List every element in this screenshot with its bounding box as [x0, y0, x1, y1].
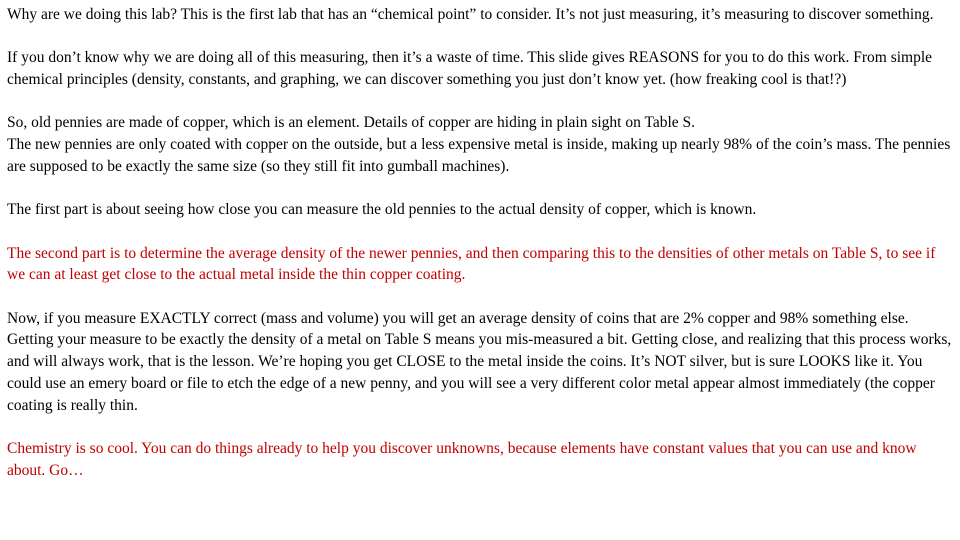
paragraph-reasons: If you don’t know why we are doing all of this measuring, then it’s a waste of time. This slide gives REASONS for you to do this work. From simple chemical principles (density, constants, and graphing, we can discover something you just don’t know yet. (how freaking cool is that!?)	[7, 49, 933, 89]
paragraph-purpose-question: Why are we doing this lab? This is the first lab that has an “chemical point” to consider. It’s not just measuring, it’s measuring to discover something.	[7, 6, 934, 23]
slide-text-body	[7, 4, 953, 503]
paragraph-second-part: The second part is to determine the average density of the newer pennies, and then comparing this to the densities of other metals on Table S, to see if we can at least get close to the actual metal inside the thin copper coating.	[7, 244, 936, 284]
paragraph-conclusion: Chemistry is so cool. You can do things already to help you discover unknowns, because elements have constant values that you can use and know about. Go…	[7, 439, 917, 479]
paragraph-first-part: The first part is about seeing how close you can measure the old pennies to the actual density of copper, which is known.	[7, 201, 757, 219]
paragraph-measurement-lesson: Now, if you measure EXACTLY correct (mass and volume) you will get an average density of coins that are 2% copper and 98% something else. Getting your measure to be exactly the density of a metal on Table S means you mis-measured a bit. Getting close, and realizing that this process works, and will always work, that is the lesson. We’re hoping you get CLOSE to the metal inside the coins. It’s NOT silver, but is sure LOOKS like it. You could use an emery board or file to etch the edge of a new penny, and you will see a very different color metal appear almost immediately (the copper coating is really thin.	[7, 309, 952, 414]
paragraph-pennies-background: So, old pennies are made of copper, which is an element. Details of copper are hiding in plain sight on Table S. The new pennies are only coated with copper on the outside, but a less expensive metal is inside, making up nearly 98% of the coin’s mass. The pennies are supposed to be exactly the same size (so they still fit into gumball machines).	[7, 114, 951, 175]
